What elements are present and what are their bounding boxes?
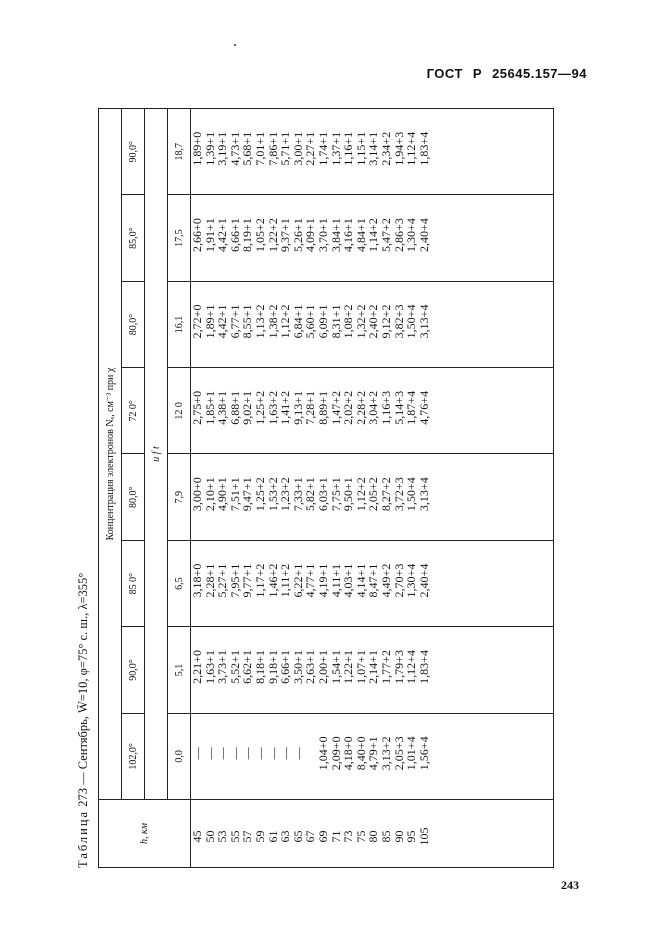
table-cell: 1,89+0	[190, 131, 204, 166]
table-cell: 5,27+1	[215, 563, 230, 598]
table-cell: 4,38+1	[215, 390, 230, 425]
chi-header: 90,0°	[122, 109, 145, 195]
table-cell: 2,40+4	[416, 218, 431, 252]
table-cell: 1,13+2	[252, 304, 267, 339]
ft-header: 18,7	[168, 109, 191, 195]
table-cell: 2,70+3	[391, 563, 406, 598]
value-column	[191, 368, 554, 454]
table-cell: —	[202, 747, 217, 760]
ft-header: 0,0	[168, 713, 191, 799]
table-cell: 3,73+1	[215, 650, 230, 684]
h-value: 71	[328, 830, 343, 843]
stray-dot	[234, 44, 236, 46]
value-column	[191, 627, 554, 713]
table-cell: 2,27+1	[303, 131, 318, 166]
h-value: 73	[341, 830, 356, 843]
table-cell: 2,05+3	[391, 736, 406, 771]
table-cell: 1,83+4	[416, 131, 431, 166]
table-cell: 8,40+0	[353, 736, 368, 771]
ft-header: 7,9	[168, 454, 191, 540]
chi-header: 80,0°	[122, 281, 145, 367]
table-cell: 2,63+1	[303, 650, 318, 684]
table-cell: 9,12+2	[378, 304, 393, 339]
value-column	[191, 713, 554, 799]
table-cell: 1,16+1	[341, 131, 356, 166]
table-cell: 8,19+1	[240, 218, 255, 252]
header-gost: ГОСТ	[426, 66, 463, 81]
table-cell: —	[215, 747, 230, 760]
h-values-column	[191, 800, 554, 868]
table-cell: 1,38+2	[265, 304, 280, 339]
table-cell: 3,13+2	[378, 736, 393, 771]
table-cell: 4,16+1	[341, 218, 356, 252]
table-cell: 9,37+1	[278, 218, 293, 252]
chi-header: 102,0°	[122, 713, 145, 799]
table-cell: 8,89+1	[315, 390, 330, 425]
table-cell: 2,09+0	[328, 736, 343, 771]
table-cell: 4,09+1	[303, 218, 318, 252]
h-value: 105	[416, 827, 431, 846]
table-cell: 1,23+2	[278, 477, 293, 512]
table-cell: 1,22+1	[341, 650, 356, 684]
table-cell: 1,14+2	[366, 218, 381, 252]
rotated-table-block	[72, 108, 587, 868]
h-value: 53	[215, 830, 230, 843]
table-cell: 5,14+3	[391, 390, 406, 425]
table-cell: —	[190, 747, 204, 760]
table-caption	[72, 108, 94, 868]
table-cell: 6,66+1	[278, 650, 293, 684]
table-cell: 1,04+0	[315, 736, 330, 771]
h-value: 61	[265, 830, 280, 843]
data-table	[98, 108, 554, 868]
chi-header: 72 0°	[122, 368, 145, 454]
table-cell: 2,86+3	[391, 218, 406, 252]
h-value: 67	[303, 830, 318, 843]
table-cell: 8,27+2	[378, 477, 393, 512]
table-cell: —	[278, 747, 293, 760]
table-cell: 1,05+2	[252, 218, 267, 252]
table-cell: 1,25+2	[252, 390, 267, 425]
h-value: 59	[252, 830, 267, 843]
table-cell: 3,70+1	[315, 218, 330, 252]
table-cell: 1,25+2	[252, 477, 267, 512]
table-cell: —	[240, 747, 255, 760]
table-cell: 1,53+2	[265, 477, 280, 512]
table-cell: 9,47+1	[240, 477, 255, 512]
ft-label: и f t	[145, 109, 168, 800]
table-cell: 1,15+1	[353, 131, 368, 166]
table-cell: 2,75+0	[190, 390, 204, 425]
table-cell: 9,13+1	[290, 390, 305, 425]
table-cell: 2,72+0	[190, 304, 204, 339]
table-cell: 6,03+1	[315, 477, 330, 512]
table-cell: 3,00+0	[190, 477, 204, 512]
table-cell: 2,00+1	[315, 650, 330, 684]
table-cell: 9,02+1	[240, 390, 255, 425]
table-cell: 3,00+1	[290, 131, 305, 166]
table-cell: 4,03+1	[341, 563, 356, 598]
ft-header: 12 0	[168, 368, 191, 454]
table-cell: 6,77+1	[227, 304, 242, 339]
table-cell: 3,14+1	[366, 131, 381, 166]
table-cell: 1,32+2	[353, 304, 368, 339]
table-cell: 7,86+1	[265, 131, 280, 166]
table-cell: 3,04+2	[366, 390, 381, 425]
table-cell: 2,21+0	[190, 650, 204, 684]
table-cell: 1,54+1	[328, 650, 343, 684]
table-cell: 1,08+2	[341, 304, 356, 339]
table-cell: 4,49+2	[378, 563, 393, 598]
h-value: 55	[227, 830, 242, 843]
table-cell: 8,18+1	[252, 650, 267, 684]
table-cell: 7,75+1	[328, 477, 343, 512]
table-cell: 2,14+1	[366, 650, 381, 684]
table-cell: 1,22+2	[265, 218, 280, 252]
h-value: 95	[404, 830, 419, 843]
table-cell: 6,66+1	[227, 218, 242, 252]
table-cell: 2,66+0	[190, 218, 204, 252]
table-cell: 9,50+1	[341, 477, 356, 512]
table-cell: 1,91+1	[202, 218, 217, 252]
chi-header: 85 0°	[122, 540, 145, 626]
table-cell: 1,01+4	[404, 736, 419, 771]
table-cell: 1,94+3	[391, 131, 406, 166]
table-cell: 8,55+1	[240, 304, 255, 339]
table-cell: 3,19+1	[215, 131, 230, 166]
table-cell: —	[265, 747, 280, 760]
ft-header: 6,5	[168, 540, 191, 626]
h-value: 57	[240, 830, 255, 843]
table-cell: 5,52+1	[227, 650, 242, 684]
table-cell: 2,40+4	[416, 563, 431, 598]
table-cell: 1,83+4	[416, 650, 431, 684]
table-cell: 1,12+4	[404, 131, 419, 166]
table-cell: 1,50+4	[404, 304, 419, 339]
table-cell: 1,16+3	[378, 390, 393, 425]
table-cell: 5,47+2	[378, 218, 393, 252]
table-cell: 4,19+1	[315, 563, 330, 598]
table-cell: 1,89+1	[202, 304, 217, 339]
table-cell: 1,56+4	[416, 736, 431, 771]
table-cell: 1,74+1	[315, 131, 330, 166]
ft-header: 16,1	[168, 281, 191, 367]
table-cell: 2,05+2	[366, 477, 381, 512]
table-cell: 1,12+4	[404, 650, 419, 684]
table-cell: 5,26+1	[290, 218, 305, 252]
table-cell: 4,73+1	[227, 131, 242, 166]
table-cell: 1,07+1	[353, 650, 368, 684]
concentration-header: Концентрация электронов Nₑ, см⁻³ при χ	[99, 109, 122, 800]
table-cell: 7,01+1	[252, 131, 267, 166]
table-cell: 7,95+1	[227, 563, 242, 598]
chi-header: 90,0°	[122, 627, 145, 713]
table-cell: 5,68+1	[240, 131, 255, 166]
table-cell: 5,60+1	[303, 304, 318, 339]
table-cell: 7,51+1	[227, 477, 242, 512]
table-cell: 3,13+4	[416, 477, 431, 512]
table-cell: 1,30+4	[404, 563, 419, 598]
value-column	[191, 281, 554, 367]
header-r: Р	[472, 66, 483, 81]
h-value: 90	[391, 830, 406, 843]
h-value: 50	[202, 830, 217, 843]
value-column	[191, 454, 554, 540]
table-cell: —	[252, 747, 267, 760]
table-cell: 4,18+0	[341, 736, 356, 771]
table-cell: 2,28+2	[353, 390, 368, 425]
table-cell: 1,30+4	[404, 218, 419, 252]
table-cell: 8,31+1	[328, 304, 343, 339]
table-cell: 1,63+1	[202, 650, 217, 684]
table-cell: 1,79+3	[391, 650, 406, 684]
table-cell: 4,11+1	[328, 563, 343, 598]
table-cell: 4,42+1	[215, 304, 230, 339]
page-header	[427, 66, 587, 81]
value-column	[191, 109, 554, 195]
value-column	[191, 540, 554, 626]
page-number: 243	[561, 878, 579, 892]
chi-header: 85,0°	[122, 195, 145, 281]
table-cell: —	[227, 747, 242, 760]
table-cell: 1,12+2	[278, 304, 293, 339]
table-cell: 1,85+1	[202, 390, 217, 425]
table-cell: 1,39+1	[202, 131, 217, 166]
table-cell: 3,84+1	[328, 218, 343, 252]
h-value: 69	[315, 830, 330, 843]
ft-header: 5,1	[168, 627, 191, 713]
h-header: h, км	[99, 800, 191, 868]
table-cell: 3,13+4	[416, 304, 431, 339]
h-value: 85	[378, 830, 393, 843]
chi-header: 80,0°	[122, 454, 145, 540]
table-cell: 1,12+2	[353, 477, 368, 512]
table-cell: 7,33+1	[290, 477, 305, 512]
table-cell: 1,77+2	[378, 650, 393, 684]
table-cell: 2,28+1	[202, 563, 217, 598]
table-cell: 1,46+2	[265, 563, 280, 598]
table-cell: —	[290, 747, 305, 760]
table-cell: 3,72+3	[391, 477, 406, 512]
table-cell: 6,88+1	[227, 390, 242, 425]
h-value: 75	[353, 830, 368, 843]
table-cell: 2,10+1	[202, 477, 217, 512]
table-cell: 1,87+4	[404, 390, 419, 425]
table-cell: 4,90+1	[215, 477, 230, 512]
caption-tab: Таблица	[76, 809, 90, 868]
table-cell: 1,63+2	[265, 390, 280, 425]
table-cell: 3,18+0	[190, 563, 204, 598]
h-value: 65	[290, 830, 305, 843]
table-cell: 1,17+2	[252, 563, 267, 598]
table-cell: 9,77+1	[240, 563, 255, 598]
table-cell: 2,40+2	[366, 304, 381, 339]
table-cell: 1,47+2	[328, 390, 343, 425]
table-cell: 2,34+2	[378, 131, 393, 166]
table-cell: 4,14+1	[353, 563, 368, 598]
table-cell: 4,76+4	[416, 390, 431, 425]
table-cell: 1,41+2	[278, 390, 293, 425]
table-cell: 4,77+1	[303, 563, 318, 598]
table-cell: 4,84+1	[353, 218, 368, 252]
table-cell: 1,50+4	[404, 477, 419, 512]
table-cell: 7,28+1	[303, 390, 318, 425]
h-value: 45	[190, 830, 204, 843]
table-cell: 3,82+3	[391, 304, 406, 339]
h-value: 80	[366, 830, 381, 843]
table-cell: 6,09+1	[315, 304, 330, 339]
table-cell: 5,82+1	[303, 477, 318, 512]
table-cell: 4,42+1	[215, 218, 230, 252]
table-cell: 9,18+1	[265, 650, 280, 684]
table-cell: 6,84+1	[290, 304, 305, 339]
value-column	[191, 195, 554, 281]
h-value: 63	[278, 830, 293, 843]
table-cell: 3,50+1	[290, 650, 305, 684]
table-cell: 6,62+1	[240, 650, 255, 684]
table-cell: 1,11+2	[278, 563, 293, 598]
table-cell: 8,47+1	[366, 563, 381, 598]
table-cell: 5,71+1	[278, 131, 293, 166]
caption-text: 273 — Сентябрь, W̄=10, φ=75° с. ш., λ=355°	[76, 572, 90, 807]
table-cell: 6,22+1	[290, 563, 305, 598]
ft-header: 17,5	[168, 195, 191, 281]
table-cell: 2,02+2	[341, 390, 356, 425]
table-cell: 1,37+1	[328, 131, 343, 166]
table-cell: 4,79+1	[366, 736, 381, 771]
header-number: 25645.157—94	[492, 66, 587, 81]
